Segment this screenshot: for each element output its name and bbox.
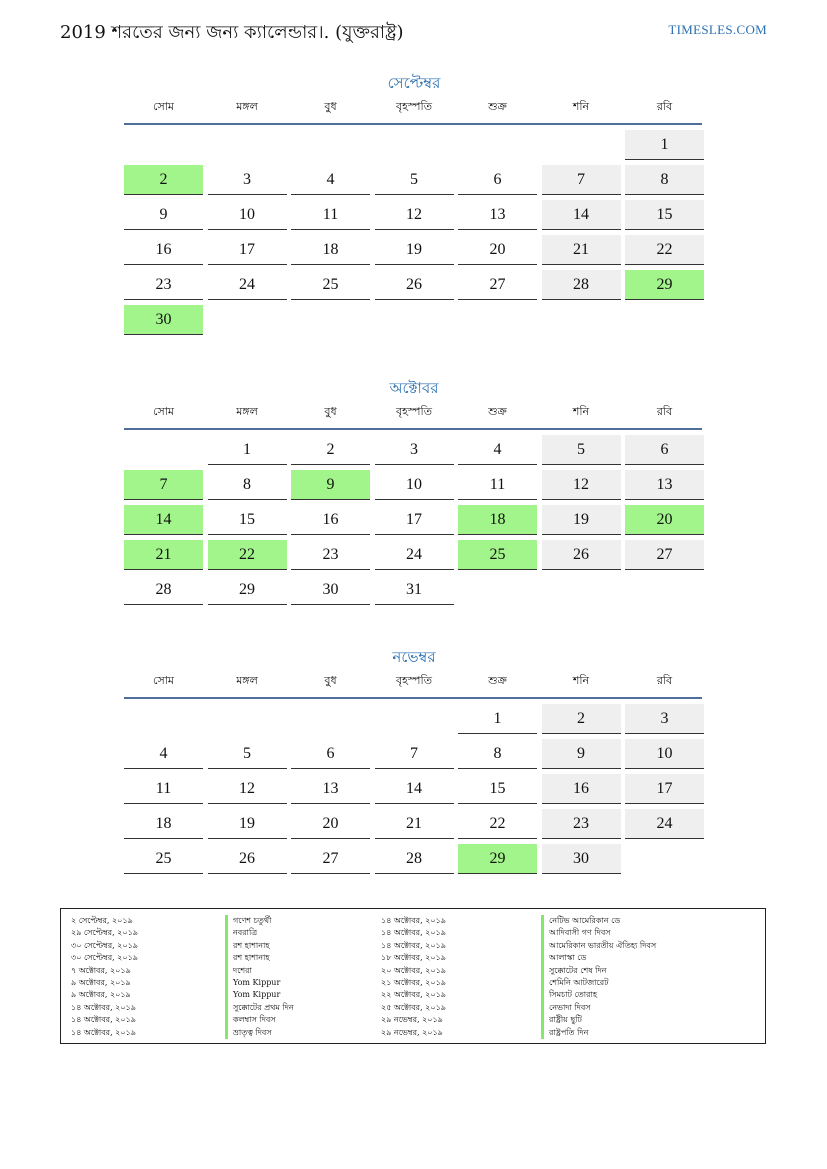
empty-cell bbox=[375, 130, 454, 160]
day-cell[interactable]: 12 bbox=[542, 470, 621, 500]
day-cell[interactable]: 29 bbox=[208, 575, 287, 605]
legend-entry: ১৪ অক্টোবর, ২০১৯ bbox=[381, 940, 446, 950]
day-cell[interactable]: 30 bbox=[542, 844, 621, 874]
day-cell[interactable]: 4 bbox=[124, 739, 203, 769]
weekday-sun: রবি bbox=[656, 404, 673, 418]
day-cell[interactable]: 5 bbox=[375, 165, 454, 195]
day-cell[interactable]: 1 bbox=[458, 704, 537, 734]
legend-entry: ২ সেপ্টেম্বর, ২০১৯ bbox=[71, 916, 133, 925]
day-cell[interactable]: 2 bbox=[542, 704, 621, 734]
day-cell[interactable]: 18 bbox=[291, 235, 370, 265]
weekday-tue: মঙ্গল bbox=[236, 99, 258, 113]
day-cell[interactable]: 10 bbox=[375, 470, 454, 500]
day-cell[interactable]: 17 bbox=[208, 235, 287, 265]
legend-names-left bbox=[225, 915, 294, 1039]
empty-cell bbox=[291, 130, 370, 160]
month-october bbox=[124, 377, 704, 605]
legend-entry: ১৪ অক্টোবর, ২০১৯ bbox=[71, 1015, 136, 1025]
day-cell[interactable]: 20 bbox=[625, 505, 704, 535]
day-cell[interactable]: 15 bbox=[458, 774, 537, 804]
legend-entry: ২৯ নভেম্বর, ২০১৯ bbox=[381, 1015, 443, 1025]
weekday-sat: শনি bbox=[572, 404, 590, 418]
day-cell[interactable]: 9 bbox=[124, 200, 203, 230]
legend-entry: ১৪ অক্টোবর, ২০১৯ bbox=[71, 1027, 136, 1037]
day-cell[interactable]: 7 bbox=[542, 165, 621, 195]
day-cell[interactable]: 27 bbox=[625, 540, 704, 570]
page-title: 2019 শরতের জন্য জন্য ক্যালেন্ডার।. (যুক্তরাষ্ট্র) bbox=[60, 22, 404, 43]
legend-entry: ২৯ সেপ্টেম্বর, ২০১৯ bbox=[71, 928, 138, 938]
day-cell[interactable]: 25 bbox=[124, 844, 203, 874]
legend-entry: শেমিনি আটজারেট bbox=[541, 977, 656, 989]
empty-cell bbox=[124, 704, 203, 734]
page-header bbox=[60, 18, 767, 46]
day-cell[interactable]: 28 bbox=[375, 844, 454, 874]
day-grid bbox=[124, 704, 704, 874]
legend-entry: নেটিভ আমেরিকান ডে bbox=[541, 915, 656, 927]
day-cell[interactable]: 3 bbox=[208, 165, 287, 195]
weekday-fri: শুক্র bbox=[488, 673, 507, 687]
day-cell[interactable]: 16 bbox=[542, 774, 621, 804]
legend-entry: ১৪ অক্টোবর, ২০১৯ bbox=[381, 928, 446, 938]
day-cell[interactable]: 25 bbox=[458, 540, 537, 570]
day-cell[interactable]: 19 bbox=[208, 809, 287, 839]
day-cell[interactable]: 23 bbox=[291, 540, 370, 570]
day-grid bbox=[124, 130, 704, 335]
day-cell[interactable]: 22 bbox=[208, 540, 287, 570]
day-cell[interactable]: 15 bbox=[208, 505, 287, 535]
legend-entry: কলম্বাস দিবস bbox=[225, 1014, 294, 1026]
day-cell[interactable]: 6 bbox=[291, 739, 370, 769]
legend-entry: ৩০ সেপ্টেম্বর, ২০১৯ bbox=[71, 953, 138, 963]
legend-entry: ১৪ অক্টোবর, ২০১৯ bbox=[381, 916, 446, 925]
legend-entry: ৩০ সেপ্টেম্বর, ২০১৯ bbox=[71, 940, 138, 950]
day-cell[interactable]: 23 bbox=[124, 270, 203, 300]
weekday-fri: শুক্র bbox=[488, 99, 507, 113]
day-cell[interactable]: 30 bbox=[124, 305, 203, 335]
legend-entry: দশেরা bbox=[225, 965, 294, 977]
day-cell[interactable]: 9 bbox=[291, 470, 370, 500]
legend-entry: ৭ অক্টোবর, ২০১৯ bbox=[71, 965, 131, 975]
legend-entry: রাষ্ট্রীয় ছুটি bbox=[541, 1014, 656, 1026]
weekday-mon: সোম bbox=[152, 404, 175, 418]
day-cell[interactable]: 17 bbox=[625, 774, 704, 804]
legend-entry: সুক্কোটের প্রথম দিন bbox=[225, 1002, 294, 1014]
day-cell[interactable]: 11 bbox=[458, 470, 537, 500]
empty-cell bbox=[124, 435, 203, 465]
day-cell[interactable]: 20 bbox=[291, 809, 370, 839]
day-cell[interactable]: 10 bbox=[208, 200, 287, 230]
weekday-tue: মঙ্গল bbox=[236, 673, 258, 687]
month-september bbox=[124, 72, 704, 335]
day-cell[interactable]: 3 bbox=[625, 704, 704, 734]
weekday-header bbox=[124, 96, 704, 118]
legend-entry: গণেশ চতুর্থী bbox=[225, 915, 294, 927]
weekday-header bbox=[124, 670, 704, 692]
legend-entry: ৯ অক্টোবর, ২০১৯ bbox=[71, 977, 131, 987]
empty-cell bbox=[542, 130, 621, 160]
month-title: অক্টোবর bbox=[389, 379, 439, 397]
site-brand-link[interactable]: TIMESLES.COM bbox=[668, 22, 767, 37]
day-cell[interactable]: 24 bbox=[208, 270, 287, 300]
legend-entry: ২৯ নভেম্বর, ২০১৯ bbox=[381, 1027, 443, 1037]
day-cell[interactable]: 6 bbox=[625, 435, 704, 465]
empty-cell bbox=[291, 704, 370, 734]
day-cell[interactable]: 23 bbox=[542, 809, 621, 839]
weekday-mon: সোম bbox=[152, 673, 175, 687]
day-cell[interactable]: 26 bbox=[542, 540, 621, 570]
legend-entry: ২৫ অক্টোবর, ২০১৯ bbox=[381, 1002, 446, 1012]
day-grid bbox=[124, 435, 704, 605]
legend-entry: ১৮ অক্টোবর, ২০১৯ bbox=[381, 953, 446, 963]
day-cell[interactable]: 26 bbox=[375, 270, 454, 300]
legend-entry: নেভাদা দিবস bbox=[541, 1002, 656, 1014]
day-cell[interactable]: 21 bbox=[124, 540, 203, 570]
day-cell[interactable]: 20 bbox=[458, 235, 537, 265]
day-cell[interactable]: 8 bbox=[458, 739, 537, 769]
empty-cell bbox=[124, 130, 203, 160]
day-cell[interactable]: 18 bbox=[124, 809, 203, 839]
legend-entry: রাষ্ট্রপতি দিন bbox=[541, 1027, 656, 1039]
day-cell[interactable]: 19 bbox=[542, 505, 621, 535]
legend-entry: সুক্কোটের শেষ দিন bbox=[541, 965, 656, 977]
day-cell[interactable]: 10 bbox=[625, 739, 704, 769]
day-cell[interactable]: 5 bbox=[208, 739, 287, 769]
day-cell[interactable]: 25 bbox=[291, 270, 370, 300]
day-cell[interactable]: 11 bbox=[291, 200, 370, 230]
month-title: নভেম্বর bbox=[392, 648, 436, 666]
day-cell[interactable]: 13 bbox=[625, 470, 704, 500]
legend-entry: ১৪ অক্টোবর, ২০১৯ bbox=[71, 1002, 136, 1012]
empty-cell bbox=[375, 704, 454, 734]
day-cell[interactable]: 31 bbox=[375, 575, 454, 605]
day-cell[interactable]: 3 bbox=[375, 435, 454, 465]
header-divider bbox=[124, 123, 702, 125]
weekday-sat: শনি bbox=[572, 673, 590, 687]
day-cell[interactable]: 22 bbox=[625, 235, 704, 265]
legend-entry: আদিবাসী গণ দিবস bbox=[541, 927, 656, 939]
day-cell[interactable]: 9 bbox=[542, 739, 621, 769]
legend-entry: ২০ অক্টোবর, ২০১৯ bbox=[381, 965, 446, 975]
empty-cell bbox=[458, 130, 537, 160]
day-cell[interactable]: 12 bbox=[208, 774, 287, 804]
legend-entry: Yom Kippur bbox=[225, 989, 294, 1001]
day-cell[interactable]: 16 bbox=[291, 505, 370, 535]
holiday-legend bbox=[60, 908, 766, 1044]
weekday-thu: বৃহস্পতি bbox=[396, 404, 432, 418]
legend-entry: ভ্রাতৃত্ব দিবস bbox=[225, 1027, 294, 1039]
day-cell[interactable]: 28 bbox=[124, 575, 203, 605]
legend-dates-right bbox=[381, 915, 446, 1039]
weekday-sat: শনি bbox=[572, 99, 590, 113]
day-cell[interactable]: 16 bbox=[124, 235, 203, 265]
day-cell[interactable]: 19 bbox=[375, 235, 454, 265]
day-cell[interactable]: 4 bbox=[458, 435, 537, 465]
day-cell[interactable]: 27 bbox=[291, 844, 370, 874]
day-cell[interactable]: 1 bbox=[208, 435, 287, 465]
legend-entry: ২১ অক্টোবর, ২০১৯ bbox=[381, 977, 446, 987]
day-cell[interactable]: 12 bbox=[375, 200, 454, 230]
weekday-fri: শুক্র bbox=[488, 404, 507, 418]
day-cell[interactable]: 8 bbox=[208, 470, 287, 500]
legend-entry: আমেরিকান ভারতীয় ঐতিহ্য দিবস bbox=[541, 940, 656, 952]
weekday-thu: বৃহস্পতি bbox=[396, 673, 432, 687]
day-cell[interactable]: 14 bbox=[542, 200, 621, 230]
legend-entry: রশ হাশানাহ bbox=[225, 940, 294, 952]
weekday-wed: বুধ bbox=[324, 99, 337, 113]
month-november bbox=[124, 646, 704, 874]
day-cell[interactable]: 24 bbox=[625, 809, 704, 839]
legend-entry: আলাস্কা ডে bbox=[541, 952, 656, 964]
legend-entry: Yom Kippur bbox=[225, 977, 294, 989]
day-cell[interactable]: 8 bbox=[625, 165, 704, 195]
day-cell[interactable]: 13 bbox=[458, 200, 537, 230]
legend-entry: সিমচাট তোরাহ bbox=[541, 989, 656, 1001]
weekday-tue: মঙ্গল bbox=[236, 404, 258, 418]
day-cell[interactable]: 18 bbox=[458, 505, 537, 535]
legend-entry: রশ হাশানাহ bbox=[225, 952, 294, 964]
header-divider bbox=[124, 697, 702, 699]
day-cell[interactable]: 29 bbox=[625, 270, 704, 300]
day-cell[interactable]: 13 bbox=[291, 774, 370, 804]
empty-cell bbox=[208, 130, 287, 160]
day-cell[interactable]: 5 bbox=[542, 435, 621, 465]
day-cell[interactable]: 17 bbox=[375, 505, 454, 535]
day-cell[interactable]: 21 bbox=[375, 809, 454, 839]
day-cell[interactable]: 24 bbox=[375, 540, 454, 570]
weekday-header bbox=[124, 401, 704, 423]
day-cell[interactable]: 30 bbox=[291, 575, 370, 605]
legend-names-right bbox=[541, 915, 656, 1039]
weekday-wed: বুধ bbox=[324, 673, 337, 687]
day-cell[interactable]: 22 bbox=[458, 809, 537, 839]
day-cell[interactable]: 1 bbox=[625, 130, 704, 160]
legend-dates-left bbox=[71, 915, 138, 1039]
day-cell[interactable]: 4 bbox=[291, 165, 370, 195]
legend-entry: ৯ অক্টোবর, ২০১৯ bbox=[71, 990, 131, 1000]
day-cell[interactable]: 14 bbox=[124, 505, 203, 535]
legend-entry: নবরাত্রি bbox=[225, 927, 294, 939]
day-cell[interactable]: 11 bbox=[124, 774, 203, 804]
day-cell[interactable]: 7 bbox=[375, 739, 454, 769]
day-cell[interactable]: 21 bbox=[542, 235, 621, 265]
weekday-thu: বৃহস্পতি bbox=[396, 99, 432, 113]
weekday-sun: রবি bbox=[656, 99, 673, 113]
header-divider bbox=[124, 428, 702, 430]
day-cell[interactable]: 29 bbox=[458, 844, 537, 874]
day-cell[interactable]: 14 bbox=[375, 774, 454, 804]
month-title: সেপ্টেম্বর bbox=[387, 74, 441, 92]
day-cell[interactable]: 6 bbox=[458, 165, 537, 195]
weekday-sun: রবি bbox=[656, 673, 673, 687]
day-cell[interactable]: 26 bbox=[208, 844, 287, 874]
day-cell[interactable]: 2 bbox=[124, 165, 203, 195]
day-cell[interactable]: 27 bbox=[458, 270, 537, 300]
weekday-mon: সোম bbox=[152, 99, 175, 113]
day-cell[interactable]: 15 bbox=[625, 200, 704, 230]
empty-cell bbox=[208, 704, 287, 734]
day-cell[interactable]: 2 bbox=[291, 435, 370, 465]
day-cell[interactable]: 7 bbox=[124, 470, 203, 500]
weekday-wed: বুধ bbox=[324, 404, 337, 418]
day-cell[interactable]: 28 bbox=[542, 270, 621, 300]
legend-entry: ২২ অক্টোবর, ২০১৯ bbox=[381, 990, 446, 1000]
